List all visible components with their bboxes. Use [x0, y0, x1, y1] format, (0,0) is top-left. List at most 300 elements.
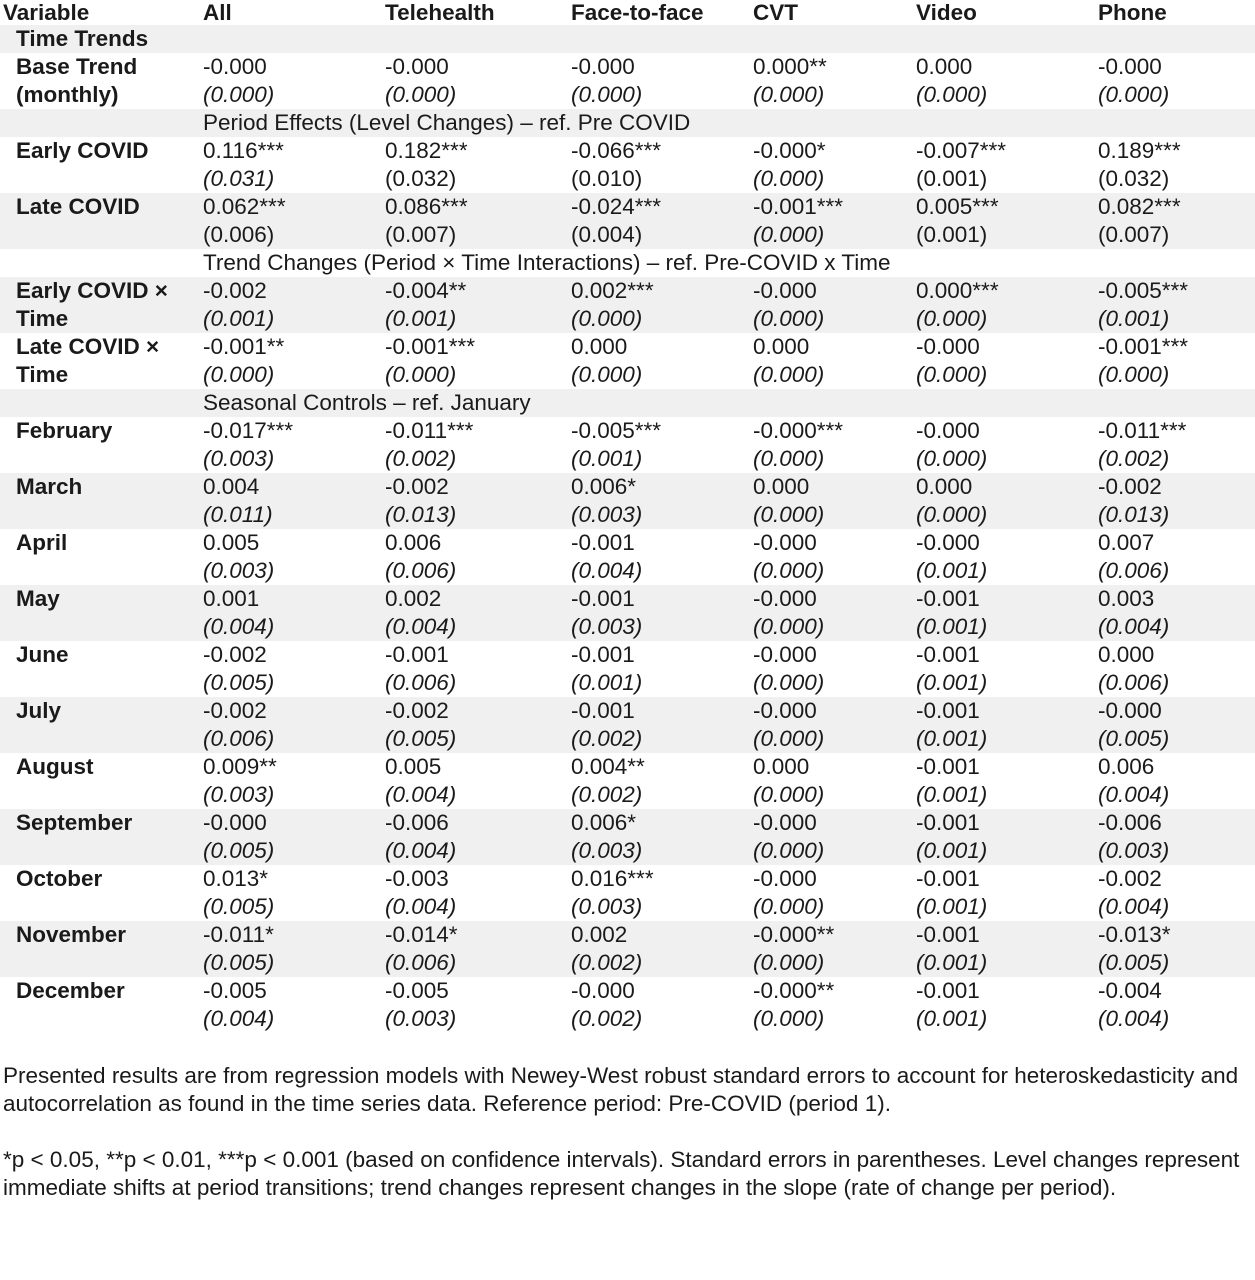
standard-error: (0.000) [753, 446, 825, 471]
coefficient: -0.001 [571, 586, 635, 611]
coefficient: 0.003 [1098, 586, 1155, 611]
variable-name: August [16, 754, 94, 779]
variable-name: November [0, 921, 203, 977]
coefficient: -0.002 [203, 642, 267, 667]
coefficient: 0.116*** [203, 138, 284, 163]
standard-error: (0.006) [385, 558, 457, 583]
standard-error: (0.001) [571, 670, 643, 695]
coefficient: -0.001 [916, 698, 980, 723]
standard-error: (0.002) [1098, 446, 1170, 471]
coefficient: 0.004** [571, 754, 645, 779]
table-cell [203, 809, 385, 865]
table-row [0, 193, 1255, 249]
coefficient: -0.066*** [571, 138, 662, 163]
standard-error: (0.006) [1098, 558, 1170, 583]
table-cell [753, 333, 916, 389]
variable-name: June [16, 642, 69, 667]
table-cell [385, 529, 571, 585]
table-row [0, 473, 1255, 529]
table-row [0, 277, 1255, 333]
table-cell [1098, 417, 1255, 473]
table-cell [203, 977, 385, 1033]
standard-error: (0.000) [753, 306, 825, 331]
coefficient: -0.000 [571, 978, 635, 1003]
coefficient: -0.001 [385, 642, 449, 667]
table-cell [571, 277, 753, 333]
table-cell [753, 641, 916, 697]
standard-error: (0.001) [916, 222, 988, 247]
coefficient: -0.001 [916, 642, 980, 667]
table-cell [916, 641, 1098, 697]
coefficient: 0.000 [1098, 642, 1155, 667]
variable-name: July [0, 697, 203, 753]
standard-error: (0.004) [1098, 614, 1170, 639]
table-cell [753, 977, 916, 1033]
standard-error: (0.000) [753, 726, 825, 751]
section-label: Period Effects (Level Changes) – ref. Pre COVID [203, 109, 1255, 137]
table-row [0, 753, 1255, 809]
table-body [0, 25, 1255, 1033]
table-cell [916, 529, 1098, 585]
coefficient: -0.000*** [753, 418, 844, 443]
table-cell [753, 193, 916, 249]
table-cell [571, 473, 753, 529]
header-row [0, 0, 1255, 25]
table-row [0, 333, 1255, 389]
table-cell [1098, 585, 1255, 641]
standard-error: (0.000) [753, 782, 825, 807]
table-cell [916, 277, 1098, 333]
variable-name: Late COVID × Time [16, 334, 160, 387]
standard-error: (0.005) [203, 838, 275, 863]
coefficient: -0.011*** [1098, 418, 1187, 443]
standard-error: (0.006) [203, 222, 275, 247]
standard-error: (0.006) [203, 726, 275, 751]
table-cell [385, 641, 571, 697]
col-header-all: All [203, 0, 232, 25]
standard-error: (0.005) [1098, 726, 1170, 751]
coefficient: 0.189*** [1098, 138, 1181, 163]
standard-error: (0.002) [385, 446, 457, 471]
coefficient: 0.006 [1098, 754, 1155, 779]
coefficient: -0.001*** [753, 194, 844, 219]
table-cell [203, 277, 385, 333]
standard-error: (0.002) [571, 726, 643, 751]
standard-error: (0.000) [1098, 82, 1170, 107]
coefficient: -0.001 [571, 698, 635, 723]
col-header-cvt: CVT [753, 0, 798, 25]
section-label: Trend Changes (Period × Time Interactions) – ref. Pre-COVID x Time [203, 250, 891, 275]
standard-error: (0.000) [753, 894, 825, 919]
coefficient: 0.086*** [385, 194, 468, 219]
standard-error: (0.000) [916, 82, 988, 107]
table-cell [753, 809, 916, 865]
table-cell [916, 137, 1098, 193]
table-cell [203, 53, 385, 109]
table-cell [203, 753, 385, 809]
standard-error: (0.001) [916, 166, 988, 191]
coefficient: -0.001 [916, 978, 980, 1003]
coefficient: 0.000 [753, 474, 810, 499]
coefficient: -0.011* [203, 922, 274, 947]
standard-error: (0.000) [753, 82, 825, 107]
table-cell [385, 809, 571, 865]
coefficient: -0.003 [385, 866, 449, 891]
table-cell [916, 809, 1098, 865]
standard-error: (0.007) [385, 222, 457, 247]
table-cell [753, 53, 916, 109]
standard-error: (0.000) [203, 362, 275, 387]
variable-name: Late COVID [0, 193, 203, 249]
coefficient: -0.004 [1098, 978, 1162, 1003]
standard-error: (0.011) [203, 502, 273, 527]
table-cell [753, 473, 916, 529]
table-cell [203, 641, 385, 697]
table-cell [571, 921, 753, 977]
col-header-video: Video [916, 0, 977, 25]
coefficient: -0.000* [753, 138, 826, 163]
coefficient: -0.002 [1098, 474, 1162, 499]
coefficient: -0.002 [203, 698, 267, 723]
coefficient: -0.000 [385, 54, 449, 79]
coefficient: -0.001 [916, 922, 980, 947]
table-row [0, 53, 1255, 109]
table-cell [1098, 529, 1255, 585]
coefficient: 0.001 [203, 586, 260, 611]
coefficient: -0.000 [753, 278, 817, 303]
col-header-phone: Phone [1098, 0, 1167, 25]
standard-error: (0.001) [916, 950, 988, 975]
coefficient: -0.002 [203, 278, 267, 303]
standard-error: (0.004) [571, 558, 643, 583]
table-cell [203, 417, 385, 473]
col-header-telehealth: Telehealth [385, 0, 495, 25]
table-cell [203, 585, 385, 641]
standard-error: (0.000) [571, 306, 643, 331]
coefficient: -0.007*** [916, 138, 1007, 163]
standard-error: (0.013) [385, 502, 457, 527]
table-cell [916, 697, 1098, 753]
standard-error: (0.001) [571, 446, 643, 471]
standard-error: (0.000) [753, 1006, 825, 1031]
table-cell [385, 193, 571, 249]
coefficient: -0.000 [753, 866, 817, 891]
standard-error: (0.005) [203, 950, 275, 975]
table-cell [753, 417, 916, 473]
standard-error: (0.006) [385, 670, 457, 695]
coefficient: 0.007 [1098, 530, 1155, 555]
standard-error: (0.010) [571, 166, 643, 191]
table-cell [203, 697, 385, 753]
variable-name: Early COVID [16, 138, 149, 163]
coefficient: 0.004 [203, 474, 260, 499]
coefficient: -0.005*** [571, 418, 662, 443]
standard-error: (0.004) [1098, 782, 1170, 807]
variable-name: December [16, 978, 125, 1003]
table-cell [916, 417, 1098, 473]
standard-error: (0.000) [571, 82, 643, 107]
coefficient: -0.000 [753, 530, 817, 555]
coefficient: -0.000 [753, 642, 817, 667]
standard-error: (0.003) [203, 446, 275, 471]
standard-error: (0.006) [1098, 670, 1170, 695]
coefficient: -0.000 [916, 334, 980, 359]
table-cell [385, 585, 571, 641]
standard-error: (0.031) [203, 166, 275, 191]
standard-error: (0.004) [571, 222, 643, 247]
table-cell [1098, 921, 1255, 977]
table-cell [203, 193, 385, 249]
section-row [0, 249, 1255, 277]
table-cell [571, 53, 753, 109]
standard-error: (0.005) [203, 670, 275, 695]
coefficient: -0.000** [753, 922, 835, 947]
coefficient: -0.001 [916, 586, 980, 611]
table-cell [385, 137, 571, 193]
table-cell [203, 921, 385, 977]
coefficient: -0.001 [571, 642, 635, 667]
table-cell [753, 529, 916, 585]
coefficient: 0.000 [916, 54, 973, 79]
table-cell [571, 641, 753, 697]
table-cell [385, 753, 571, 809]
standard-error: (0.000) [916, 362, 988, 387]
table-cell [385, 697, 571, 753]
standard-error: (0.004) [203, 1006, 275, 1031]
standard-error: (0.000) [203, 82, 275, 107]
method-note: Presented results are from regression models with Newey-West robust standard errors to account for heteroskedasticity and autocorrelation as found in the time series data. Reference period: Pre-COVID (period 1). [3, 1063, 1239, 1116]
table-cell [753, 697, 916, 753]
table-notes [3, 1062, 1253, 1230]
coefficient: -0.001 [571, 530, 635, 555]
table-cell [1098, 641, 1255, 697]
table-row [0, 809, 1255, 865]
standard-error: (0.000) [753, 670, 825, 695]
table-cell [916, 193, 1098, 249]
standard-error: (0.002) [571, 782, 643, 807]
table-cell [753, 585, 916, 641]
standard-error: (0.000) [753, 558, 825, 583]
table-row [0, 641, 1255, 697]
coefficient: 0.182*** [385, 138, 468, 163]
table-cell [571, 753, 753, 809]
standard-error: (0.001) [916, 782, 988, 807]
standard-error: (0.003) [1098, 838, 1170, 863]
coefficient: -0.005*** [1098, 278, 1189, 303]
coefficient: -0.002 [1098, 866, 1162, 891]
table-cell [385, 865, 571, 921]
coefficient: -0.000 [1098, 54, 1162, 79]
table-cell [1098, 137, 1255, 193]
section-row [0, 389, 1255, 417]
standard-error: (0.006) [385, 950, 457, 975]
variable-name: October [16, 866, 103, 891]
table-cell [385, 53, 571, 109]
table-cell [1098, 753, 1255, 809]
standard-error: (0.004) [385, 838, 457, 863]
table-cell [385, 977, 571, 1033]
coefficient: 0.000 [571, 334, 628, 359]
coefficient: -0.006 [385, 810, 449, 835]
table-cell [571, 865, 753, 921]
standard-error: (0.004) [1098, 1006, 1170, 1031]
table-cell [203, 473, 385, 529]
standard-error: (0.000) [385, 82, 457, 107]
variable-name: May [0, 585, 203, 641]
standard-error: (0.007) [1098, 222, 1170, 247]
table-cell [1098, 697, 1255, 753]
coefficient: -0.013* [1098, 922, 1171, 947]
col-header-variable: Variable [3, 0, 90, 25]
standard-error: (0.001) [916, 894, 988, 919]
table-cell [385, 417, 571, 473]
col-header-face-to-face: Face-to-face [571, 0, 704, 25]
standard-error: (0.000) [1098, 362, 1170, 387]
table-cell [1098, 277, 1255, 333]
variable-name: April [16, 530, 68, 555]
standard-error: (0.003) [571, 502, 643, 527]
table-cell [571, 417, 753, 473]
coefficient: -0.000** [753, 978, 835, 1003]
standard-error: (0.000) [753, 614, 825, 639]
coefficient: 0.000*** [916, 278, 999, 303]
table-cell [385, 277, 571, 333]
coefficient: 0.016*** [571, 866, 654, 891]
standard-error: (0.003) [203, 782, 275, 807]
standard-error: (0.000) [916, 306, 988, 331]
standard-error: (0.000) [753, 950, 825, 975]
section-spacer [0, 389, 203, 417]
coefficient: 0.002 [571, 922, 628, 947]
standard-error: (0.002) [571, 1006, 643, 1031]
variable-name: Early COVID × Time [0, 277, 203, 333]
coefficient: -0.001** [203, 334, 285, 359]
coefficient: 0.000 [753, 754, 810, 779]
coefficient: -0.000 [916, 530, 980, 555]
variable-name: September [0, 809, 203, 865]
significance-note: *p < 0.05, **p < 0.01, ***p < 0.001 (based on confidence intervals). Standard errors in parentheses. Level changes represent immediate shifts at period transitions; trend changes represent changes in the slope (rate of change per period). [3, 1147, 1240, 1200]
table-row [0, 921, 1255, 977]
table-cell [203, 529, 385, 585]
coefficient: 0.006* [571, 810, 637, 835]
coefficient: -0.002 [385, 698, 449, 723]
table-cell [1098, 865, 1255, 921]
standard-error: (0.002) [571, 950, 643, 975]
coefficient: -0.000 [1098, 698, 1162, 723]
standard-error: (0.032) [385, 166, 457, 191]
coefficient: -0.006 [1098, 810, 1162, 835]
section-spacer [0, 109, 203, 137]
standard-error: (0.001) [916, 726, 988, 751]
table-cell [385, 921, 571, 977]
table-row [0, 977, 1255, 1033]
coefficient: -0.001 [916, 810, 980, 835]
table-cell [753, 753, 916, 809]
standard-error: (0.001) [203, 306, 275, 331]
coefficient: -0.002 [385, 474, 449, 499]
table-cell [571, 137, 753, 193]
coefficient: 0.013* [203, 866, 269, 891]
standard-error: (0.001) [1098, 306, 1170, 331]
standard-error: (0.001) [385, 306, 457, 331]
table-cell [571, 193, 753, 249]
coefficient: -0.024*** [571, 194, 662, 219]
table-cell [1098, 809, 1255, 865]
table-cell [1098, 53, 1255, 109]
table-cell [916, 865, 1098, 921]
table-cell [571, 585, 753, 641]
coefficient: -0.005 [203, 978, 267, 1003]
section-row [0, 25, 1255, 53]
table-cell [916, 977, 1098, 1033]
coefficient: -0.001*** [385, 334, 476, 359]
standard-error: (0.004) [385, 614, 457, 639]
table-cell [916, 53, 1098, 109]
standard-error: (0.005) [1098, 950, 1170, 975]
coefficient: 0.009** [203, 754, 277, 779]
table-cell [916, 333, 1098, 389]
table-cell [571, 333, 753, 389]
coefficient: -0.000 [753, 698, 817, 723]
variable-name: February [16, 418, 113, 443]
coefficient: 0.000 [916, 474, 973, 499]
coefficient: 0.082*** [1098, 194, 1181, 219]
section-row [0, 109, 1255, 137]
table-cell [571, 977, 753, 1033]
coefficient: 0.005 [385, 754, 442, 779]
table-row [0, 865, 1255, 921]
standard-error: (0.000) [916, 502, 988, 527]
table-row [0, 417, 1255, 473]
coefficient: -0.011*** [385, 418, 474, 443]
standard-error: (0.005) [203, 894, 275, 919]
coefficient: -0.000 [753, 810, 817, 835]
table-cell [1098, 473, 1255, 529]
variable-name: March [0, 473, 203, 529]
coefficient: 0.000 [753, 334, 810, 359]
standard-error: (0.032) [1098, 166, 1170, 191]
standard-error: (0.013) [1098, 502, 1170, 527]
coefficient: 0.000** [753, 54, 827, 79]
standard-error: (0.003) [385, 1006, 457, 1031]
coefficient: 0.006* [571, 474, 637, 499]
table-cell [385, 333, 571, 389]
variable-name: Base Trend (monthly) [16, 54, 138, 107]
standard-error: (0.003) [571, 838, 643, 863]
standard-error: (0.001) [916, 1006, 988, 1031]
standard-error: (0.003) [571, 614, 643, 639]
standard-error: (0.000) [916, 446, 988, 471]
table-cell [571, 529, 753, 585]
standard-error: (0.001) [916, 614, 988, 639]
table-row [0, 529, 1255, 585]
section-label: Time Trends [0, 25, 1255, 53]
coefficient: -0.001 [916, 754, 980, 779]
coefficient: -0.001*** [1098, 334, 1189, 359]
coefficient: -0.014* [385, 922, 458, 947]
standard-error: (0.000) [753, 838, 825, 863]
coefficient: -0.005 [385, 978, 449, 1003]
table-row [0, 137, 1255, 193]
coefficient: -0.017*** [203, 418, 294, 443]
coefficient: 0.062*** [203, 194, 286, 219]
table-cell [1098, 977, 1255, 1033]
standard-error: (0.001) [916, 670, 988, 695]
section-spacer [0, 249, 203, 277]
table-cell [916, 753, 1098, 809]
section-label: Seasonal Controls – ref. January [203, 389, 1255, 417]
table-row [0, 585, 1255, 641]
